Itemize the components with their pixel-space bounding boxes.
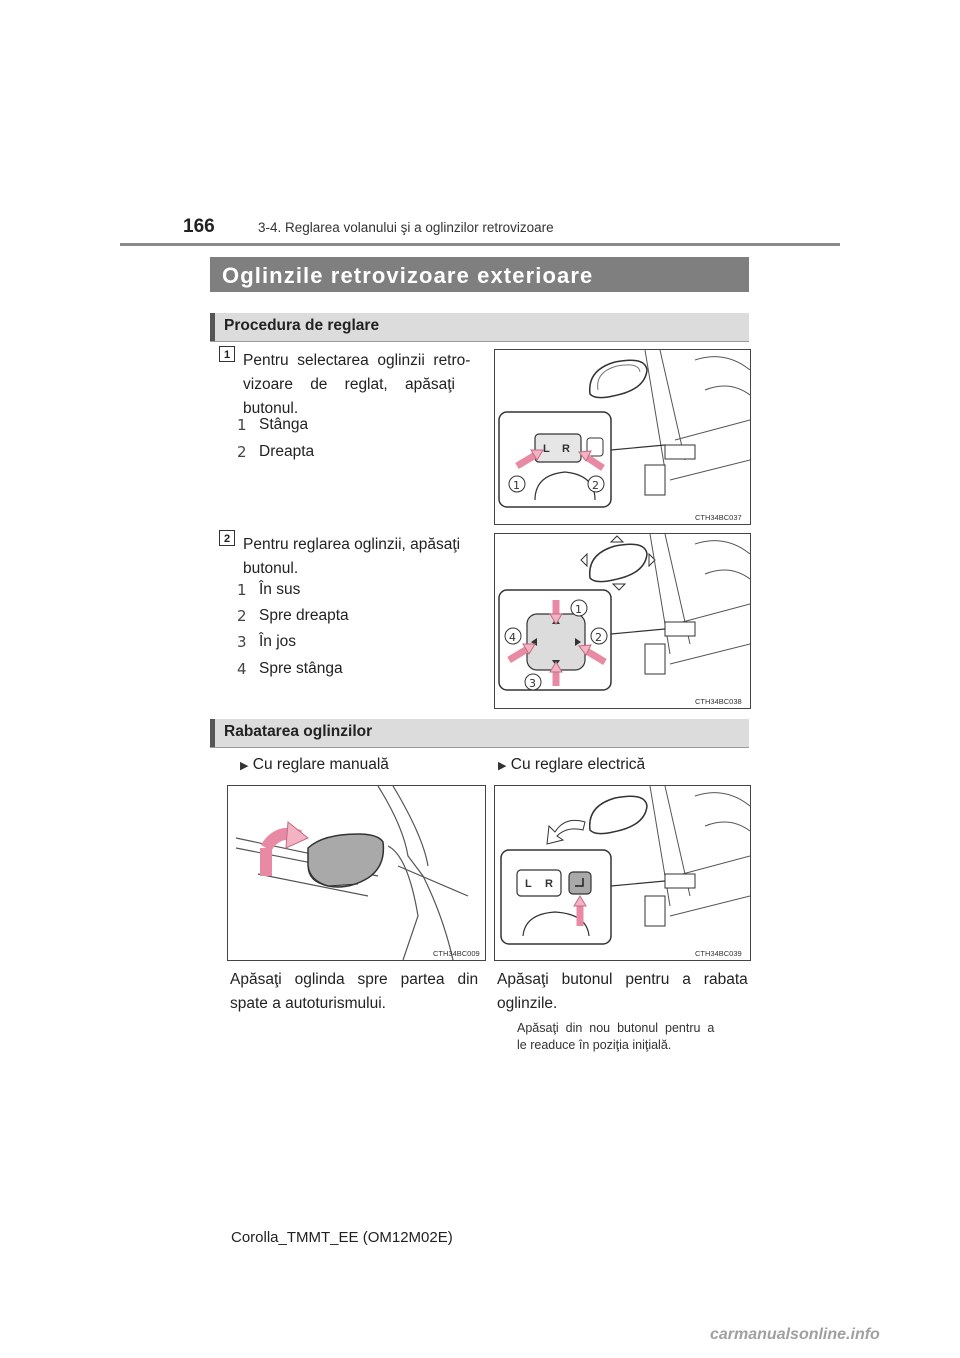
figure-select-mirror-drawing (495, 350, 750, 524)
item-text: Spre stânga (259, 660, 343, 677)
header-rule (120, 243, 840, 246)
button-label: L (525, 878, 532, 890)
figure-code: CTH34BC038 (695, 697, 742, 706)
section-heading-folding (210, 719, 749, 748)
caption-manual: Apăsaţi oglinda spre partea din spate a autoturismului. (230, 971, 479, 1012)
figure-select-mirror (494, 349, 751, 525)
page-title-bar (210, 257, 749, 292)
item-text: În sus (259, 581, 301, 598)
item-number: 2 (237, 607, 247, 625)
item-number: 4 (237, 660, 247, 678)
watermark[interactable]: carmanualsonline.info (710, 1326, 880, 1343)
button-label: R (562, 443, 570, 455)
triangle-bullet-icon: ▶ (498, 760, 507, 772)
item-number: 1 (237, 416, 247, 434)
figure-code: CTH34BC037 (695, 513, 742, 522)
figure-code: CTH34BC039 (695, 949, 742, 958)
step1-text: Pentru selectarea oglinzii retro- vizoare de reglat, apăsaţi butonul. (243, 352, 471, 417)
callout-number: 4 (509, 631, 516, 644)
figure-electric-fold (494, 785, 751, 961)
figure-adjust-mirror-drawing (495, 534, 750, 708)
triangle-bullet-icon: ▶ (240, 760, 249, 772)
page-title: Oglinzile retrovizoare exterioare (222, 263, 594, 288)
button-label: R (545, 878, 553, 890)
item-number: 3 (237, 633, 247, 651)
page-number: 166 (183, 216, 215, 237)
item-number: 2 (237, 443, 247, 461)
figure-adjust-mirror (494, 533, 751, 709)
callout-number: 2 (592, 479, 599, 492)
sub-label-manual: ▶ Cu reglare manuală (240, 756, 389, 773)
figure-code: CTH34BC009 (433, 949, 480, 958)
figure-manual-fold-drawing (228, 786, 485, 960)
item-text: Spre dreapta (259, 607, 349, 624)
button-label: L (543, 443, 550, 455)
item-text: În jos (259, 633, 297, 650)
chapter-title: 3-4. Reglarea volanului şi a oglinzilor retrovizoare (258, 220, 554, 235)
section-heading-label: Procedura de reglare (224, 317, 380, 334)
callout-number: 2 (595, 631, 602, 644)
item-number: 1 (237, 581, 247, 599)
item-text: Stânga (259, 416, 309, 433)
section-heading-adjustment (210, 313, 749, 342)
figure-manual-fold (227, 785, 486, 961)
figure-electric-fold-drawing (495, 786, 750, 960)
step-number-box: 1 (219, 346, 235, 362)
note-electric: Apăsaţi din nou butonul pentru a le readuce în poziţia iniţială. (517, 1021, 715, 1052)
step2-text: Pentru reglarea oglinzii, apăsaţi butonul. (243, 536, 461, 577)
callout-number: 3 (529, 677, 536, 690)
sub-label-electric: ▶ Cu reglare electrică (498, 756, 646, 773)
callout-number: 1 (575, 603, 582, 616)
item-text: Dreapta (259, 443, 315, 460)
caption-electric: Apăsaţi butonul pentru a rabata oglinzile. (497, 971, 748, 1012)
step-number-box: 2 (219, 530, 235, 546)
footer-doc-id: Corolla_TMMT_EE (OM12M02E) (231, 1229, 453, 1246)
section-heading-label: Rabatarea oglinzilor (224, 723, 373, 740)
callout-number: 1 (513, 479, 520, 492)
